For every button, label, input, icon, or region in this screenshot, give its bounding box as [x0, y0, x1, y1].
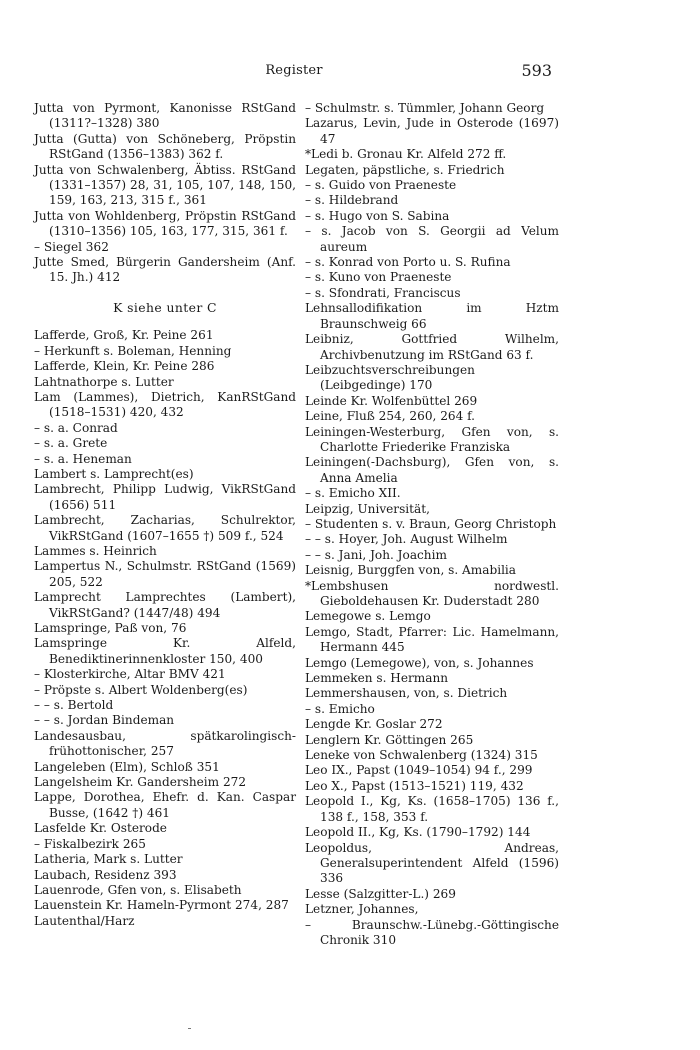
index-entry: Lambrecht, Philipp Ludwig, VikRStGand (1656) 511: [34, 482, 296, 512]
index-entry: Lamprecht Lamprechtes (Lambert), VikRStGand? (1447/48) 494: [34, 590, 296, 620]
index-entry: Leine, Fluß 254, 260, 264 f.: [305, 409, 476, 424]
index-entry: Langeleben (Elm), Schloß 351: [34, 759, 220, 774]
index-entry: Jutta von Pyrmont, Kanonisse RStGand (1311?–1328) 380: [34, 101, 296, 131]
index-entry: – – s. Bertold: [34, 698, 114, 713]
index-entry: Lappe, Dorothea, Ehefr. d. Kan. Caspar Busse, (1642 †) 461: [34, 790, 296, 820]
page-number: 593: [521, 61, 552, 80]
index-entry: Leopold II., Kg, Ks. (1790–1792) 144: [305, 825, 531, 840]
index-entry: – Schulmstr. s. Tümmler, Johann Georg: [305, 101, 545, 115]
index-entry: – – s. Jani, Joh. Joachim: [305, 547, 447, 562]
index-entry: – – s. Jordan Bindeman: [34, 713, 175, 728]
index-entry: Lauenrode, Gfen von, s. Elisabeth: [34, 882, 242, 897]
index-entry: Laubach, Residenz 393: [34, 867, 177, 882]
index-entry: Jutta (Gutta) von Schöneberg, Pröpstin RStGand (1356–1383) 362 f.: [34, 131, 296, 162]
index-entry: Leopold I., Kg, Ks. (1658–1705) 136 f., 138 f., 158, 353 f.: [305, 794, 559, 824]
index-entry: – Pröpste s. Albert Woldenberg(es): [34, 682, 248, 697]
running-title: Register: [265, 63, 323, 78]
index-entry: Legaten, päpstliche, s. Friedrich: [305, 162, 505, 177]
index-entry: Lam (Lammes), Dietrich, KanRStGand (1518–1531) 420, 432: [34, 389, 296, 420]
index-entry: – s. a. Grete: [34, 436, 108, 451]
index-entry: Leo IX., Papst (1049–1054) 94 f., 299: [305, 763, 533, 778]
index-entry: Lesse (Salzgitter-L.) 269: [305, 886, 456, 901]
index-entry: – Siegel 362: [34, 239, 109, 254]
index-entry: – Herkunft s. Boleman, Henning: [34, 343, 232, 358]
index-entry: Lauenstein Kr. Hameln-Pyrmont 274, 287: [34, 898, 289, 913]
index-entry: Leibniz, Gottfried Wilhelm, Archivbenutzung im RStGand 63 f.: [305, 332, 559, 362]
section-heading: K siehe unter C: [113, 299, 217, 315]
left-column: [34, 101, 296, 929]
index-entry: Lemmershausen, von, s. Dietrich: [305, 686, 508, 701]
index-entry: Latheria, Mark s. Lutter: [34, 852, 183, 867]
index-entry: – s. Emicho XII.: [305, 486, 401, 501]
index-entry: Jutte Smed, Bürgerin Gandersheim (Anf. 15. Jh.) 412: [34, 255, 296, 285]
index-entry: Landesausbau, spätkarolingisch-frühottonischer, 257: [34, 728, 296, 759]
index-entry: – – s. Hoyer, Joh. August Wilhelm: [305, 532, 508, 547]
index-entry: – s. a. Heneman: [34, 451, 132, 466]
index-entry: Lamspringe, Paß von, 76: [34, 621, 187, 635]
index-entry: Lampertus N., Schulmstr. RStGand (1569) 205, 522: [34, 559, 296, 589]
index-entry: Lazarus, Levin, Jude in Osterode (1697) 47: [305, 116, 559, 146]
index-entry: Leibzuchtsverschreibungen (Leibgedinge) 170: [305, 362, 475, 393]
index-entry: Lammes s. Heinrich: [34, 543, 157, 558]
index-entry: Lemgo, Stadt, Pfarrer: Lic. Hamelmann, Hermann 445: [305, 624, 559, 655]
index-entry: – Klosterkirche, Altar BMV 421: [34, 667, 226, 682]
index-entry: – s. Sfondrati, Franciscus: [305, 285, 461, 300]
index-entry: – s. a. Conrad: [34, 420, 118, 435]
index-entry: – s. Hildebrand: [305, 193, 399, 208]
index-entry: Lambert s. Lamprecht(es): [34, 466, 194, 481]
index-entry: Jutta von Schwalenberg, Äbtiss. RStGand (1331–1357) 28, 31, 105, 107, 148, 150, 159, 163, 213, 315 f., 361: [34, 162, 296, 208]
index-entry: – Fiskalbezirk 265: [34, 836, 146, 851]
index-entry: Leopoldus, Andreas, Generalsuperintendent Alfeld (1596) 336: [305, 840, 559, 886]
index-entry: Leisnig, Burggfen von, s. Amabilia: [305, 563, 517, 578]
index-entry: Lafferde, Groß, Kr. Peine 261: [34, 328, 214, 343]
index-entry: Leinde Kr. Wolfenbüttel 269: [305, 393, 478, 408]
index-entry: Lasfelde Kr. Osterode: [34, 821, 167, 836]
index-entry: Lambrecht, Zacharias, Schulrektor, VikRStGand (1607–1655 †) 509 f., 524: [34, 513, 296, 543]
index-entry: Leneke von Schwalenberg (1324) 315: [305, 748, 538, 763]
index-entry: Lahtnathorpe s. Lutter: [34, 374, 174, 389]
index-entry: – s. Konrad von Porto u. S. Rufina: [305, 255, 511, 270]
footer-mark: [188, 1028, 191, 1029]
index-entry: *Ledi b. Gronau Kr. Alfeld 272 ff.: [305, 147, 507, 162]
index-entry: Lamspringe Kr. Alfeld, Benediktinerinnenkloster 150, 400: [34, 636, 296, 666]
index-entry: Lengde Kr. Goslar 272: [305, 717, 443, 732]
left-entries-before: [34, 101, 296, 286]
index-entry: Leo X., Papst (1513–1521) 119, 432: [305, 778, 524, 793]
index-entry: Letzner, Johannes,: [305, 902, 419, 917]
index-entry: Lemegowe s. Lemgo: [305, 609, 431, 624]
index-entry: Lenglern Kr. Göttingen 265: [305, 732, 474, 747]
index-entry: Leiningen(-Dachsburg), Gfen von, s. Anna Amelia: [305, 455, 559, 485]
index-entry: Jutta von Wohldenberg, Pröpstin RStGand (1310–1356) 105, 163, 177, 315, 361 f.: [34, 208, 296, 239]
index-entry: – s. Emicho: [305, 701, 375, 716]
index-entry: Leiningen-Westerburg, Gfen von, s. Charlotte Friederike Franziska: [305, 424, 559, 454]
page-header: [0, 61, 700, 85]
index-entry: – s. Hugo von S. Sabina: [305, 208, 450, 223]
index-entry: *Lembshusen nordwestl. Gieboldehausen Kr. Duderstadt 280: [305, 578, 559, 608]
index-entry: – s. Guido von Praeneste: [305, 178, 457, 193]
index-entry: Lemgo (Lemegowe), von, s. Johannes: [305, 655, 534, 670]
left-entries-after: [34, 328, 296, 929]
index-entry: Lehnsallodifikation im Hztm Braunschweig 66: [305, 301, 559, 331]
index-entry: Lafferde, Klein, Kr. Peine 286: [34, 359, 215, 374]
right-entries: [305, 101, 559, 948]
index-entry: – Braunschw.-Lünebg.-Göttingische Chronik 310: [305, 917, 559, 947]
index-entry: Langelsheim Kr. Gandersheim 272: [34, 775, 247, 790]
index-entry: Lemmeken s. Hermann: [305, 671, 449, 686]
index-entry: Leipzig, Universität,: [305, 501, 430, 516]
index-entry: Lautenthal/Harz: [34, 913, 135, 928]
index-entry: – s. Jacob von S. Georgii ad Velum aureum: [305, 224, 559, 254]
index-entry: – s. Kuno von Praeneste: [305, 270, 452, 285]
index-entry: – Studenten s. v. Braun, Georg Christoph: [305, 516, 557, 531]
right-column: [305, 101, 559, 948]
